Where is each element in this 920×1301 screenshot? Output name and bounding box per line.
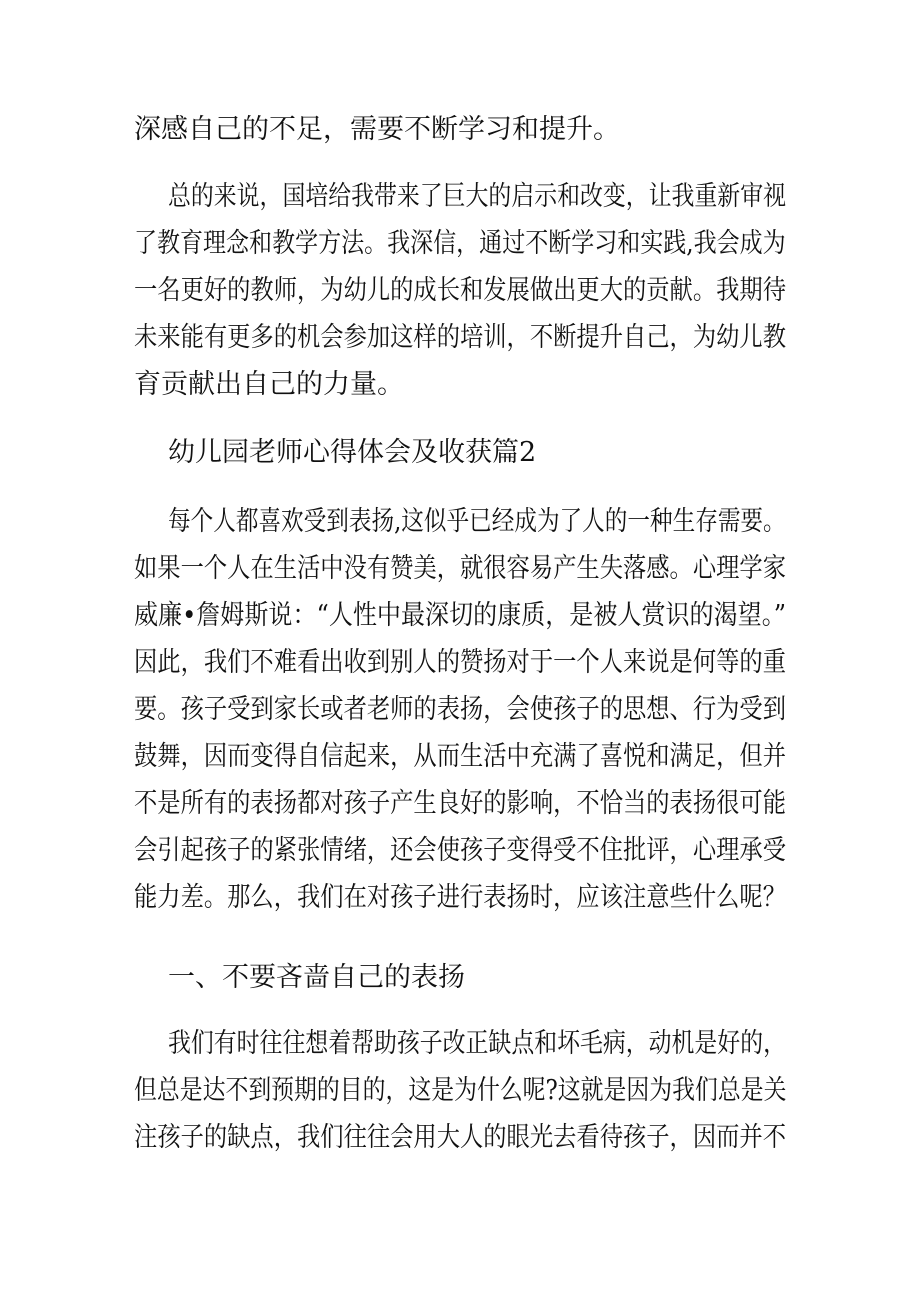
paragraph-line: 育贡献出自己的力量。	[134, 369, 404, 400]
paragraph-line: 深感自己的不足，需要不断学习和提升。	[134, 114, 620, 145]
paragraph-line: 了教育理念和教学方法。我深信，通过不断学习和实践,我会成为	[134, 228, 786, 259]
paragraph-line: 鼓舞，因而变得自信起来，从而生活中充满了喜悦和满足，但并	[134, 741, 786, 772]
paragraph-line: 如果一个人在生活中没有赞美，就很容易产生失落感。心理学家	[134, 553, 786, 584]
paragraph-line: 不是所有的表扬都对孩子产生良好的影响，不恰当的表扬很可能	[134, 788, 786, 819]
paragraph-line: 未来能有更多的机会参加这样的培训，不断提升自己，为幼儿教	[134, 322, 786, 353]
paragraph-line: 威廉•詹姆斯说：“人性中最深切的康质，是被人赏识的渴望。”	[134, 600, 787, 631]
subheading: 一、不要吝啬自己的表扬	[168, 962, 465, 993]
paragraph-line: 要。孩子受到家长或者老师的表扬，会使孩子的思想、行为受到	[134, 694, 786, 725]
paragraph-line: 能力差。那么，我们在对孩子进行表扬时，应该注意些什么呢？	[134, 882, 786, 913]
paragraph-line: 我们有时往往想着帮助孩子改正缺点和坏毛病，动机是好的，	[168, 1028, 786, 1059]
paragraph-line: 一名更好的教师，为幼儿的成长和发展做出更大的贡献。我期待	[134, 275, 786, 306]
paragraph-line: 会引起孩子的紧张情绪，还会使孩子变得受不住批评，心理承受	[134, 835, 786, 866]
paragraph-line: 但总是达不到预期的目的，这是为什么呢?这就是因为我们总是关	[134, 1075, 787, 1106]
paragraph-line: 每个人都喜欢受到表扬,这似乎已经成为了人的一种生存需要。	[168, 506, 786, 537]
paragraph-line: 因此，我们不难看出收到别人的赞扬对于一个人来说是何等的重	[134, 647, 786, 678]
paragraph-line: 注孩子的缺点，我们往往会用大人的眼光去看待孩子，因而并不	[134, 1122, 786, 1153]
paragraph-line: 总的来说，国培给我带来了巨大的启示和改变，让我重新审视	[168, 181, 786, 212]
section-title: 幼儿园老师心得体会及收获篇2	[168, 437, 537, 468]
